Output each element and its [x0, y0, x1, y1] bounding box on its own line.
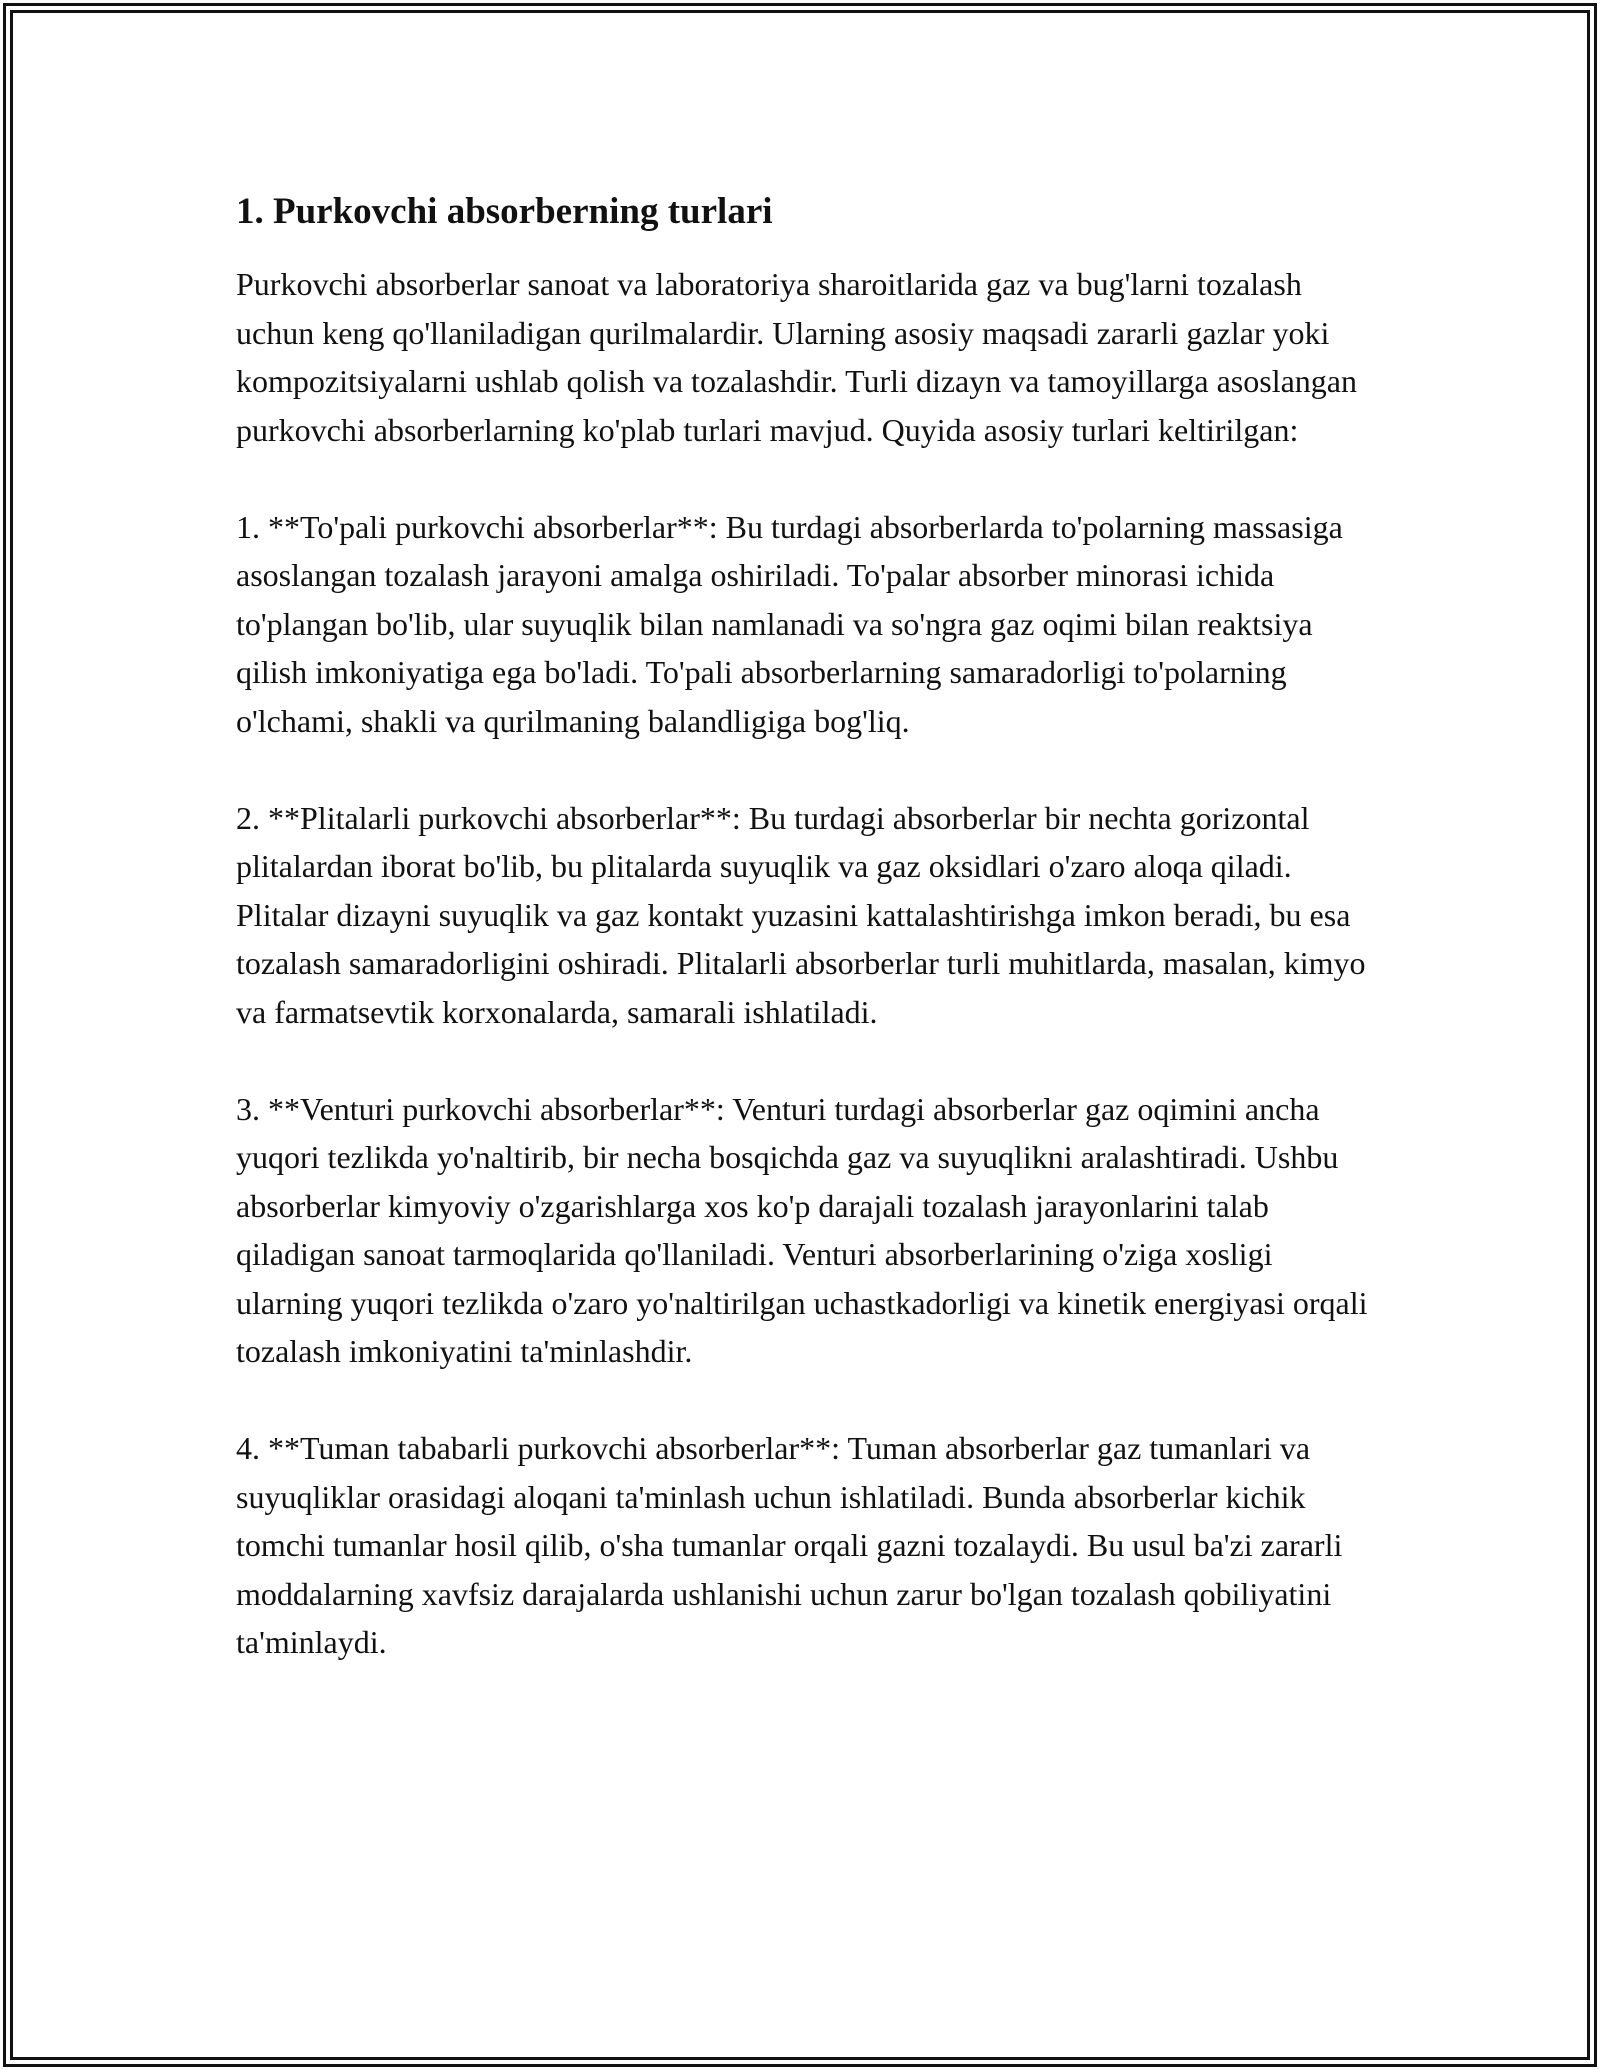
- section-heading: 1. Purkovchi absorberning turlari: [236, 191, 773, 232]
- document-body: [236, 188, 1376, 1715]
- paragraph-tuman: 4. **Tuman tababarli purkovchi absorberlar**: Tuman absorberlar gaz tumanlari va suyuqliklar orasidagi aloqani ta'minlash uchun ishlatiladi. Bunda absorberlar kichik tomchi tumanlar hosil qilib, o'sha tumanlar orqali gazni tozalaydi. Bu usul ba'zi zararli moddalarning xavfsiz darajalarda ushlanishi uchun zarur bo'lgan tozalash qobiliyatini ta'minlaydi.: [236, 1430, 1343, 1660]
- paragraph-venturi: 3. **Venturi purkovchi absorberlar**: Venturi turdagi absorberlar gaz oqimini ancha yuqori tezlikda yo'naltirib, bir necha bosqichda gaz va suyuqlikni aralashtiradi. Ushbu absorberlar kimyoviy o'zgarishlarga xos ko'p darajali tozalash jarayonlarini talab qiladigan sanoat tarmoqlarida qo'llaniladi. Venturi absorberlarining o'ziga xosligi ularning yuqori tezlikda o'zaro yo'naltirilgan uchastkadorligi va kinetik energiyasi orqali tozalash imkoniyatini ta'minlashdir.: [236, 1090, 1368, 1369]
- paragraph-topali: 1. **To'pali purkovchi absorberlar**: Bu turdagi absorberlarda to'polarning massasiga asoslangan tozalash jarayoni amalga oshiriladi. To'palar absorber minorasi ichida to'plangan bo'lib, ular suyuqlik bilan namlanadi va so'ngra gaz oqimi bilan reaktsiya qilish imkoniyatiga ega bo'ladi. To'pali absorberlarning samaradorligi to'polarning o'lchami, shakli va qurilmaning balandligiga bog'liq.: [236, 508, 1343, 739]
- paragraph-plitalarli: 2. **Plitalarli purkovchi absorberlar**: Bu turdagi absorberlar bir nechta gorizontal plitalardan iborat bo'lib, bu plitalarda suyuqlik va gaz oksidlari o'zaro aloqa qiladi. Plitalar dizayni suyuqlik va gaz kontakt yuzasini kattalashtirishga imkon beradi, bu esa tozalash samaradorligini oshiradi. Plitalarli absorberlar turli muhitlarda, masalan, kimyo va farmatsevtik korxonalarda, samarali ishlatiladi.: [236, 799, 1366, 1030]
- intro-paragraph: Purkovchi absorberlar sanoat va laboratoriya sharoitlarida gaz va bug'larni tozalash uchun keng qo'llaniladigan qurilmalardir. Ularning asosiy maqsadi zararli gazlar yoki kompozitsiyalarni ushlab qolish va tozalashdir. Turli dizayn va tamoyillarga asoslangan purkovchi absorberlarning ko'plab turlari mavjud. Quyida asosiy turlari keltirilgan:: [236, 266, 1357, 448]
